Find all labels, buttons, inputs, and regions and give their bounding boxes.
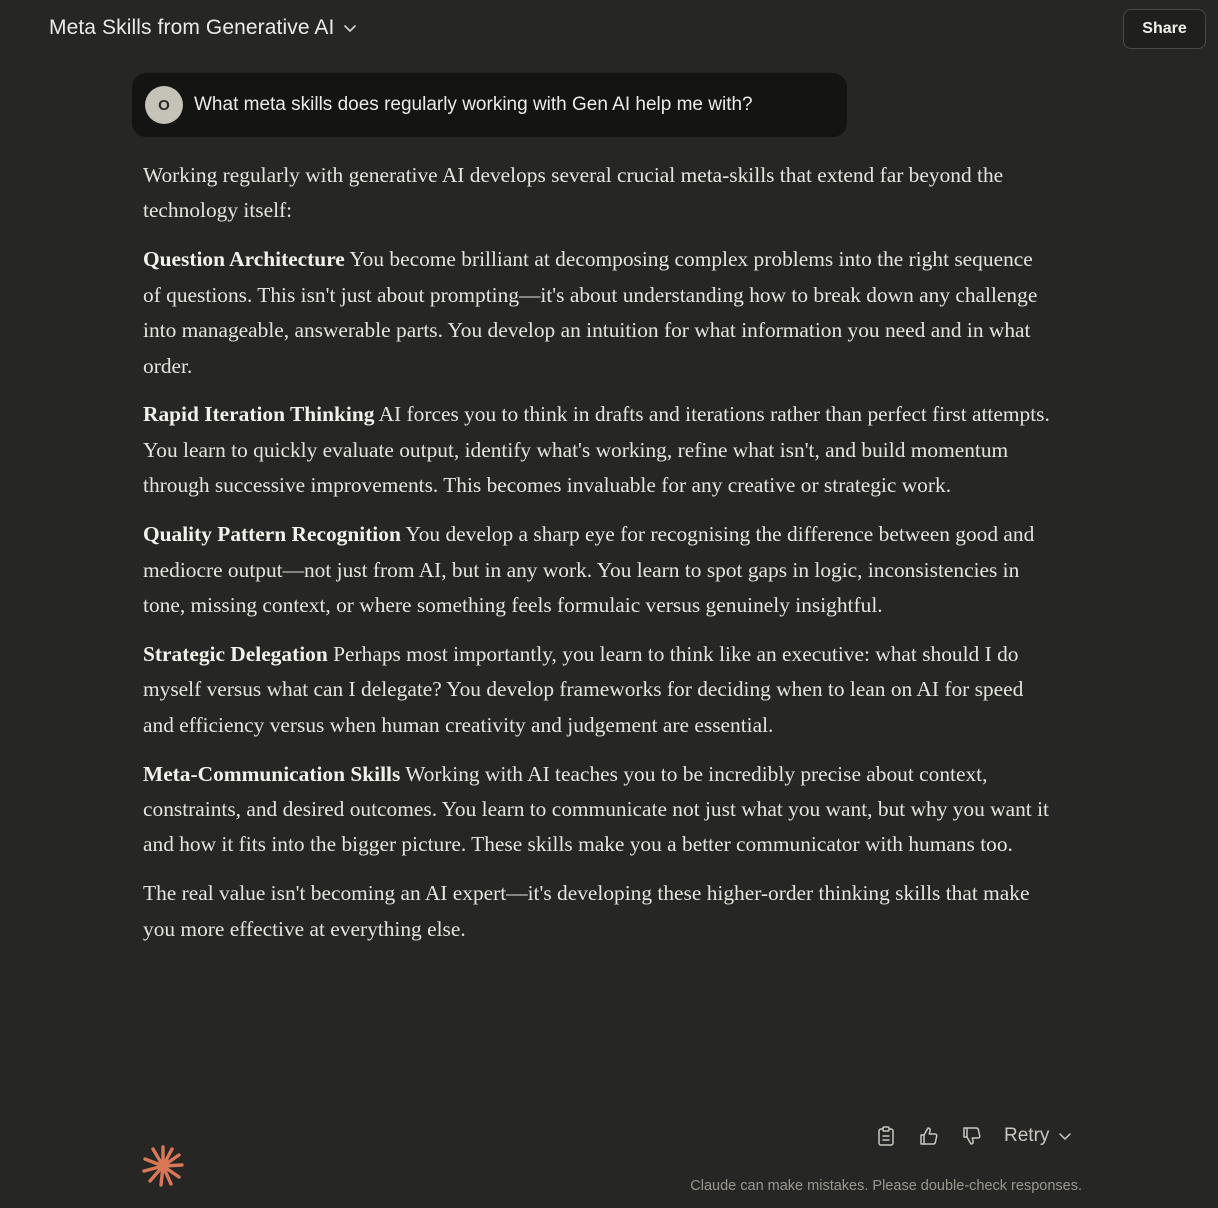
message-actions	[868, 1118, 1073, 1154]
section-heading: Meta-Communication Skills	[143, 761, 401, 786]
chevron-down-icon	[342, 20, 358, 36]
response-conclusion: The real value isn't becoming an AI expert—it's developing these higher-order thinking skills that make you more effective at everything else.	[143, 881, 1030, 941]
section-heading: Strategic Delegation	[143, 641, 328, 666]
user-message-text: What meta skills does regularly working with Gen AI help me with?	[194, 94, 753, 115]
response-section	[143, 242, 1055, 384]
section-body: You develop a sharp eye for recognising the difference between good and mediocre output—not just from AI, but in any work. You learn to spot gaps in logic, inconsistencies in tone, missing context, or where something feels formulaic versus genuinely insightful.	[143, 522, 1035, 617]
response-section	[143, 517, 1055, 623]
response-section	[143, 637, 1055, 743]
chat-title: Meta Skills from Generative AI	[49, 16, 335, 39]
thumbs-up-button[interactable]	[911, 1118, 947, 1154]
response-section	[143, 397, 1055, 503]
claude-logo-icon	[141, 1144, 185, 1188]
thumbs-down-icon	[961, 1125, 983, 1147]
section-body: Perhaps most importantly, you learn to think like an executive: what should I do myself versus what can I delegate? You develop frameworks for deciding when to lean on AI for speed and efficiency versus when human creativity and judgement are essential.	[143, 641, 1024, 737]
section-heading: Question Architecture	[143, 247, 345, 272]
chevron-down-icon	[1057, 1128, 1073, 1144]
chat-title-menu[interactable]	[49, 16, 358, 40]
thumbs-down-button[interactable]	[954, 1118, 990, 1154]
section-heading: Quality Pattern Recognition	[143, 522, 401, 547]
section-body: AI forces you to think in drafts and iterations rather than perfect first attempts. You learn to quickly evaluate output, identify what's working, refine what isn't, and build momentum through successive improvements. This becomes invaluable for any creative or strategic work.	[143, 402, 1050, 498]
share-button[interactable]: Share	[1123, 9, 1206, 49]
response-section	[143, 757, 1055, 863]
section-body: You become brilliant at decomposing complex problems into the right sequence of questions. This isn't just about prompting—it's about understanding how to break down any challenge into manageable, answerable parts. You develop an intuition for what information you need and in what order.	[143, 247, 1038, 378]
user-message	[132, 73, 847, 137]
copy-button[interactable]	[868, 1118, 904, 1154]
disclaimer-text: Claude can make mistakes. Please double-check responses.	[690, 1178, 1082, 1194]
header-bar	[0, 0, 1218, 60]
retry-button[interactable]	[1004, 1125, 1073, 1147]
section-body: Working with AI teaches you to be incredibly precise about context, constraints, and desired outcomes. You learn to communicate not just what you want, but why you want it and how it fits into the bigger picture. These skills make you a better communicator with humans too.	[143, 761, 1049, 857]
avatar[interactable]: O	[145, 86, 183, 124]
response-intro: Working regularly with generative AI develops several crucial meta-skills that extend far beyond the technology itself:	[143, 163, 1004, 223]
copy-icon	[875, 1125, 897, 1147]
section-heading: Rapid Iteration Thinking	[143, 402, 375, 427]
thumbs-up-icon	[918, 1125, 940, 1147]
assistant-response	[143, 158, 1055, 961]
retry-label: Retry	[1004, 1125, 1050, 1146]
